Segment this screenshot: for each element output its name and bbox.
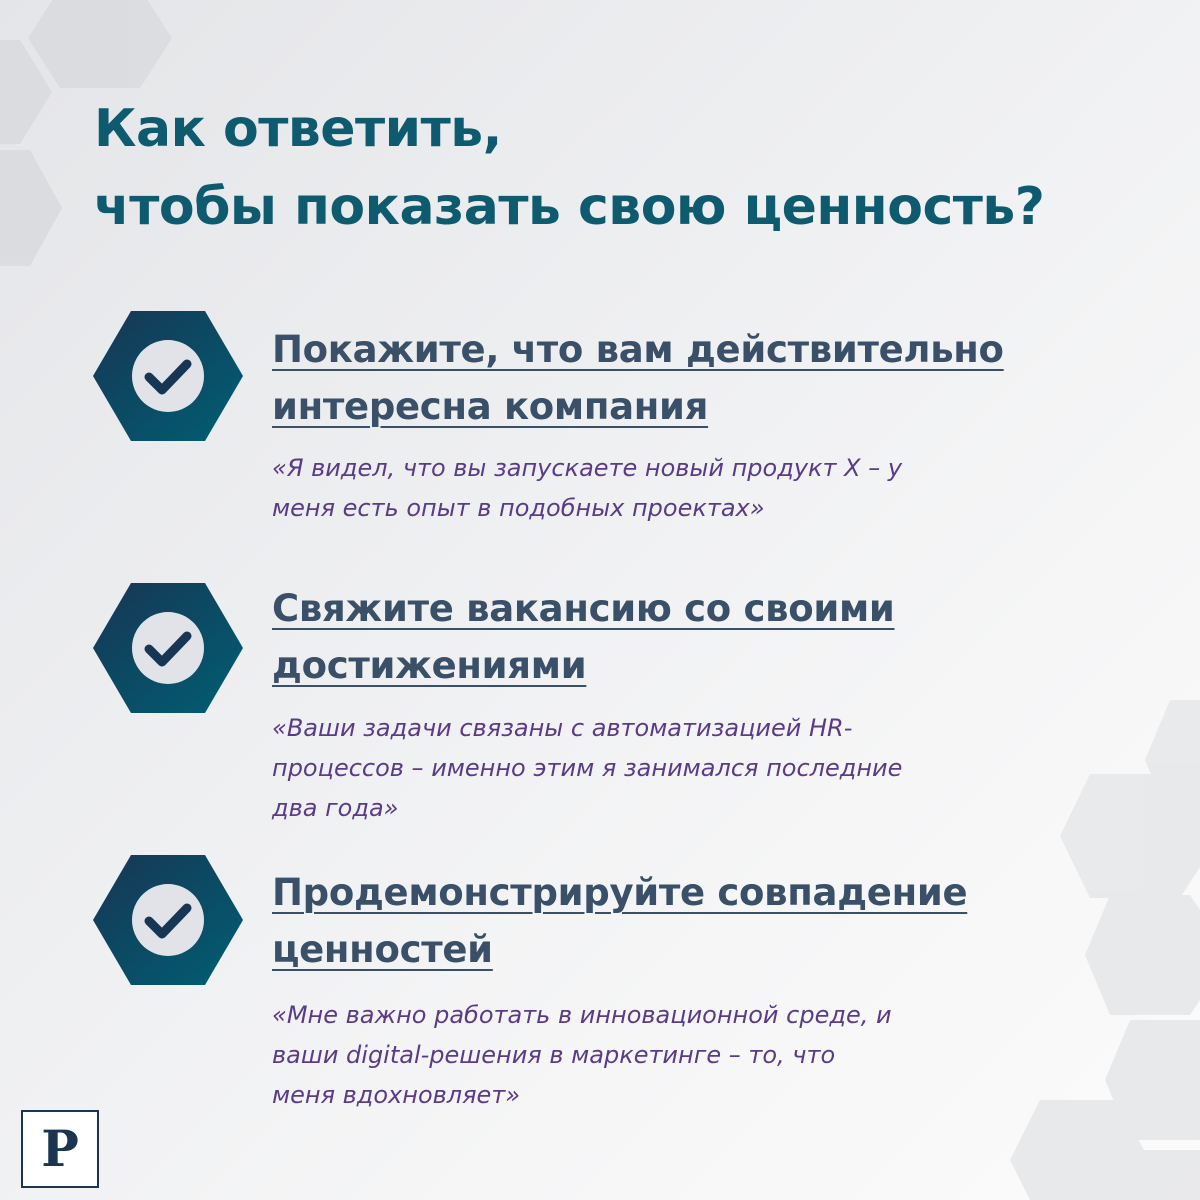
tip-heading-3-line-1: Продемонстрируйте совпадение xyxy=(272,871,968,914)
check-hexagon-icon xyxy=(93,855,243,985)
tip-quote-3-line-3: меня вдохновляет» xyxy=(272,1081,521,1109)
tip-heading-3-line-2: ценностей xyxy=(272,928,493,971)
tip-quote-1-line-2: меня есть опыт в подобных проектах» xyxy=(272,494,765,522)
tip-heading-1-line-2: интересна компания xyxy=(272,385,709,428)
tip-quote-2-line-2: процессов – именно этим я занимался последние xyxy=(272,754,903,782)
title-line-1: Как ответить, xyxy=(94,99,502,159)
brand-logo-icon xyxy=(21,1110,99,1188)
tip-quote-1 xyxy=(272,448,992,528)
page-title xyxy=(94,90,1144,246)
tip-quote-3-line-1: «Мне важно работать в инновационной среде, и xyxy=(272,1001,892,1029)
tip-heading-3 xyxy=(272,864,1072,978)
tip-quote-1-line-1: «Я видел, что вы запускаете новый продукт X – у xyxy=(272,454,903,482)
check-hexagon-icon xyxy=(93,311,243,441)
tip-heading-1-line-1: Покажите, что вам действительно xyxy=(272,328,1004,371)
tip-quote-3 xyxy=(272,995,992,1115)
tip-heading-2 xyxy=(272,580,1072,694)
check-hexagon-icon xyxy=(93,583,243,713)
tip-quote-2-line-3: два года» xyxy=(272,794,399,822)
tip-quote-2 xyxy=(272,708,992,828)
tip-quote-2-line-1: «Ваши задачи связаны с автоматизацией HR- xyxy=(272,714,853,742)
tip-heading-1 xyxy=(272,321,1072,435)
tip-quote-3-line-2: ваши digital-решения в маркетинге – то, что xyxy=(272,1041,836,1069)
tip-heading-2-line-1: Свяжите вакансию со своими xyxy=(272,587,895,630)
tip-heading-2-line-2: достижениями xyxy=(272,644,587,687)
title-line-2: чтобы показать свою ценность? xyxy=(94,177,1045,237)
brand-logo-letter: P xyxy=(41,1119,79,1178)
